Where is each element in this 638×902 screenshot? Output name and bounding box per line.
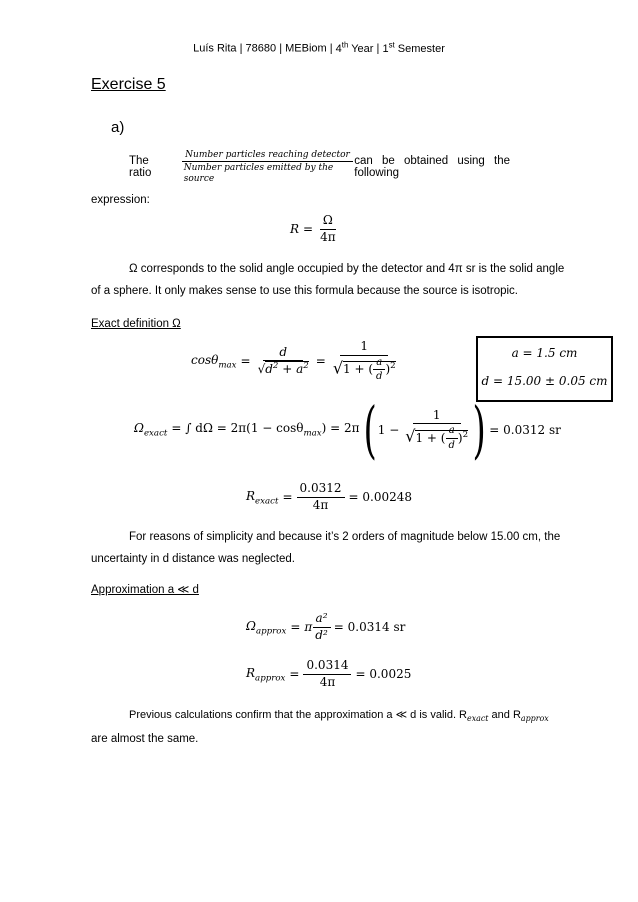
section-label: a) xyxy=(111,119,125,136)
given-a: a = 1.5 cm xyxy=(511,346,578,360)
approximation-heading: Approximation a ≪ d xyxy=(91,584,199,596)
ratio-prefix: The ratio xyxy=(129,155,152,179)
exercise-title: Exercise 5 xyxy=(91,76,166,93)
page-header: Luís Rita | 78680 | MEBiom | 4th Year | 1st Semester xyxy=(193,40,445,55)
conclusion-line1: Previous calculations confirm that the approximation a ≪ d is valid. $R_{exact}$ and $R_{approx}$ xyxy=(129,709,549,724)
header-year: 4th Year xyxy=(335,40,374,55)
equation-r-approx: $R_{approx}$ = $\frac{0.0314}{4\pi}$ = 0.0025 xyxy=(246,658,412,689)
omega-paragraph-line2: of a sphere. It only makes sense to use this formula because the source is isotropic. xyxy=(91,285,518,297)
omega-paragraph-line1: Ω corresponds to the solid angle occupied by the detector and 4π sr is the solid angle xyxy=(129,263,565,275)
header-student-number: 78680 xyxy=(245,42,277,55)
equation-omega-approx: $\Omega_{approx}$ = π $\frac{\text{a²}}{\text{d²}}$ = 0.0314 sr xyxy=(246,611,406,642)
equation-r-exact: $R_{exact}$ = $\frac{0.0312}{4\pi}$ = 0.00248 xyxy=(246,481,413,512)
equation-omega-exact: $\Omega_{exact}$ = ∫ dΩ = 2π(1 − cosθ$_{max}$) = 2π ( 1 − 1 √1 + ( $\frac{a}{d}$ )$^2$ ) = 0.0312 sr xyxy=(134,393,561,466)
r-exact-result: = 0.00248 xyxy=(348,490,413,505)
simplicity-paragraph-line2: uncertainty in d distance was neglected. xyxy=(91,553,295,565)
ratio-intro-line xyxy=(91,149,547,184)
given-d: d = 15.00 ± 0.05 cm xyxy=(481,374,608,388)
simplicity-paragraph-line1: For reasons of simplicity and because it’s 2 orders of magnitude below 15.00 cm, the xyxy=(129,531,561,543)
r-approx-result: = 0.0025 xyxy=(355,667,412,682)
ratio-suffix: can be obtained using the following xyxy=(354,155,510,179)
header-author: Luís Rita xyxy=(193,42,237,55)
ratio-fraction xyxy=(181,150,355,184)
omega-exact-result: = 0.0312 sr xyxy=(489,423,561,437)
equation-cos-theta-max: cosθ$_{max}$ = $\frac{d}{√d^2 + a^2}$ = 1 √1 + ( $\frac{a}{d}$ )$^2$ xyxy=(191,339,396,383)
exact-definition-heading: Exact definition Ω xyxy=(91,318,181,330)
conclusion-line2: are almost the same. xyxy=(91,733,199,745)
ratio-numerator: Number particles reaching detector xyxy=(182,150,353,162)
header-semester: 1st Semester xyxy=(382,40,445,55)
equation-r: R = $\frac{\Omega}{4\pi}$ xyxy=(290,213,336,244)
header-course: MEBiom xyxy=(285,42,327,55)
omega-approx-result: = 0.0314 sr xyxy=(333,620,406,635)
ratio-denominator: Number particles emitted by the source xyxy=(183,163,334,184)
ratio-continuation: expression: xyxy=(91,194,150,206)
